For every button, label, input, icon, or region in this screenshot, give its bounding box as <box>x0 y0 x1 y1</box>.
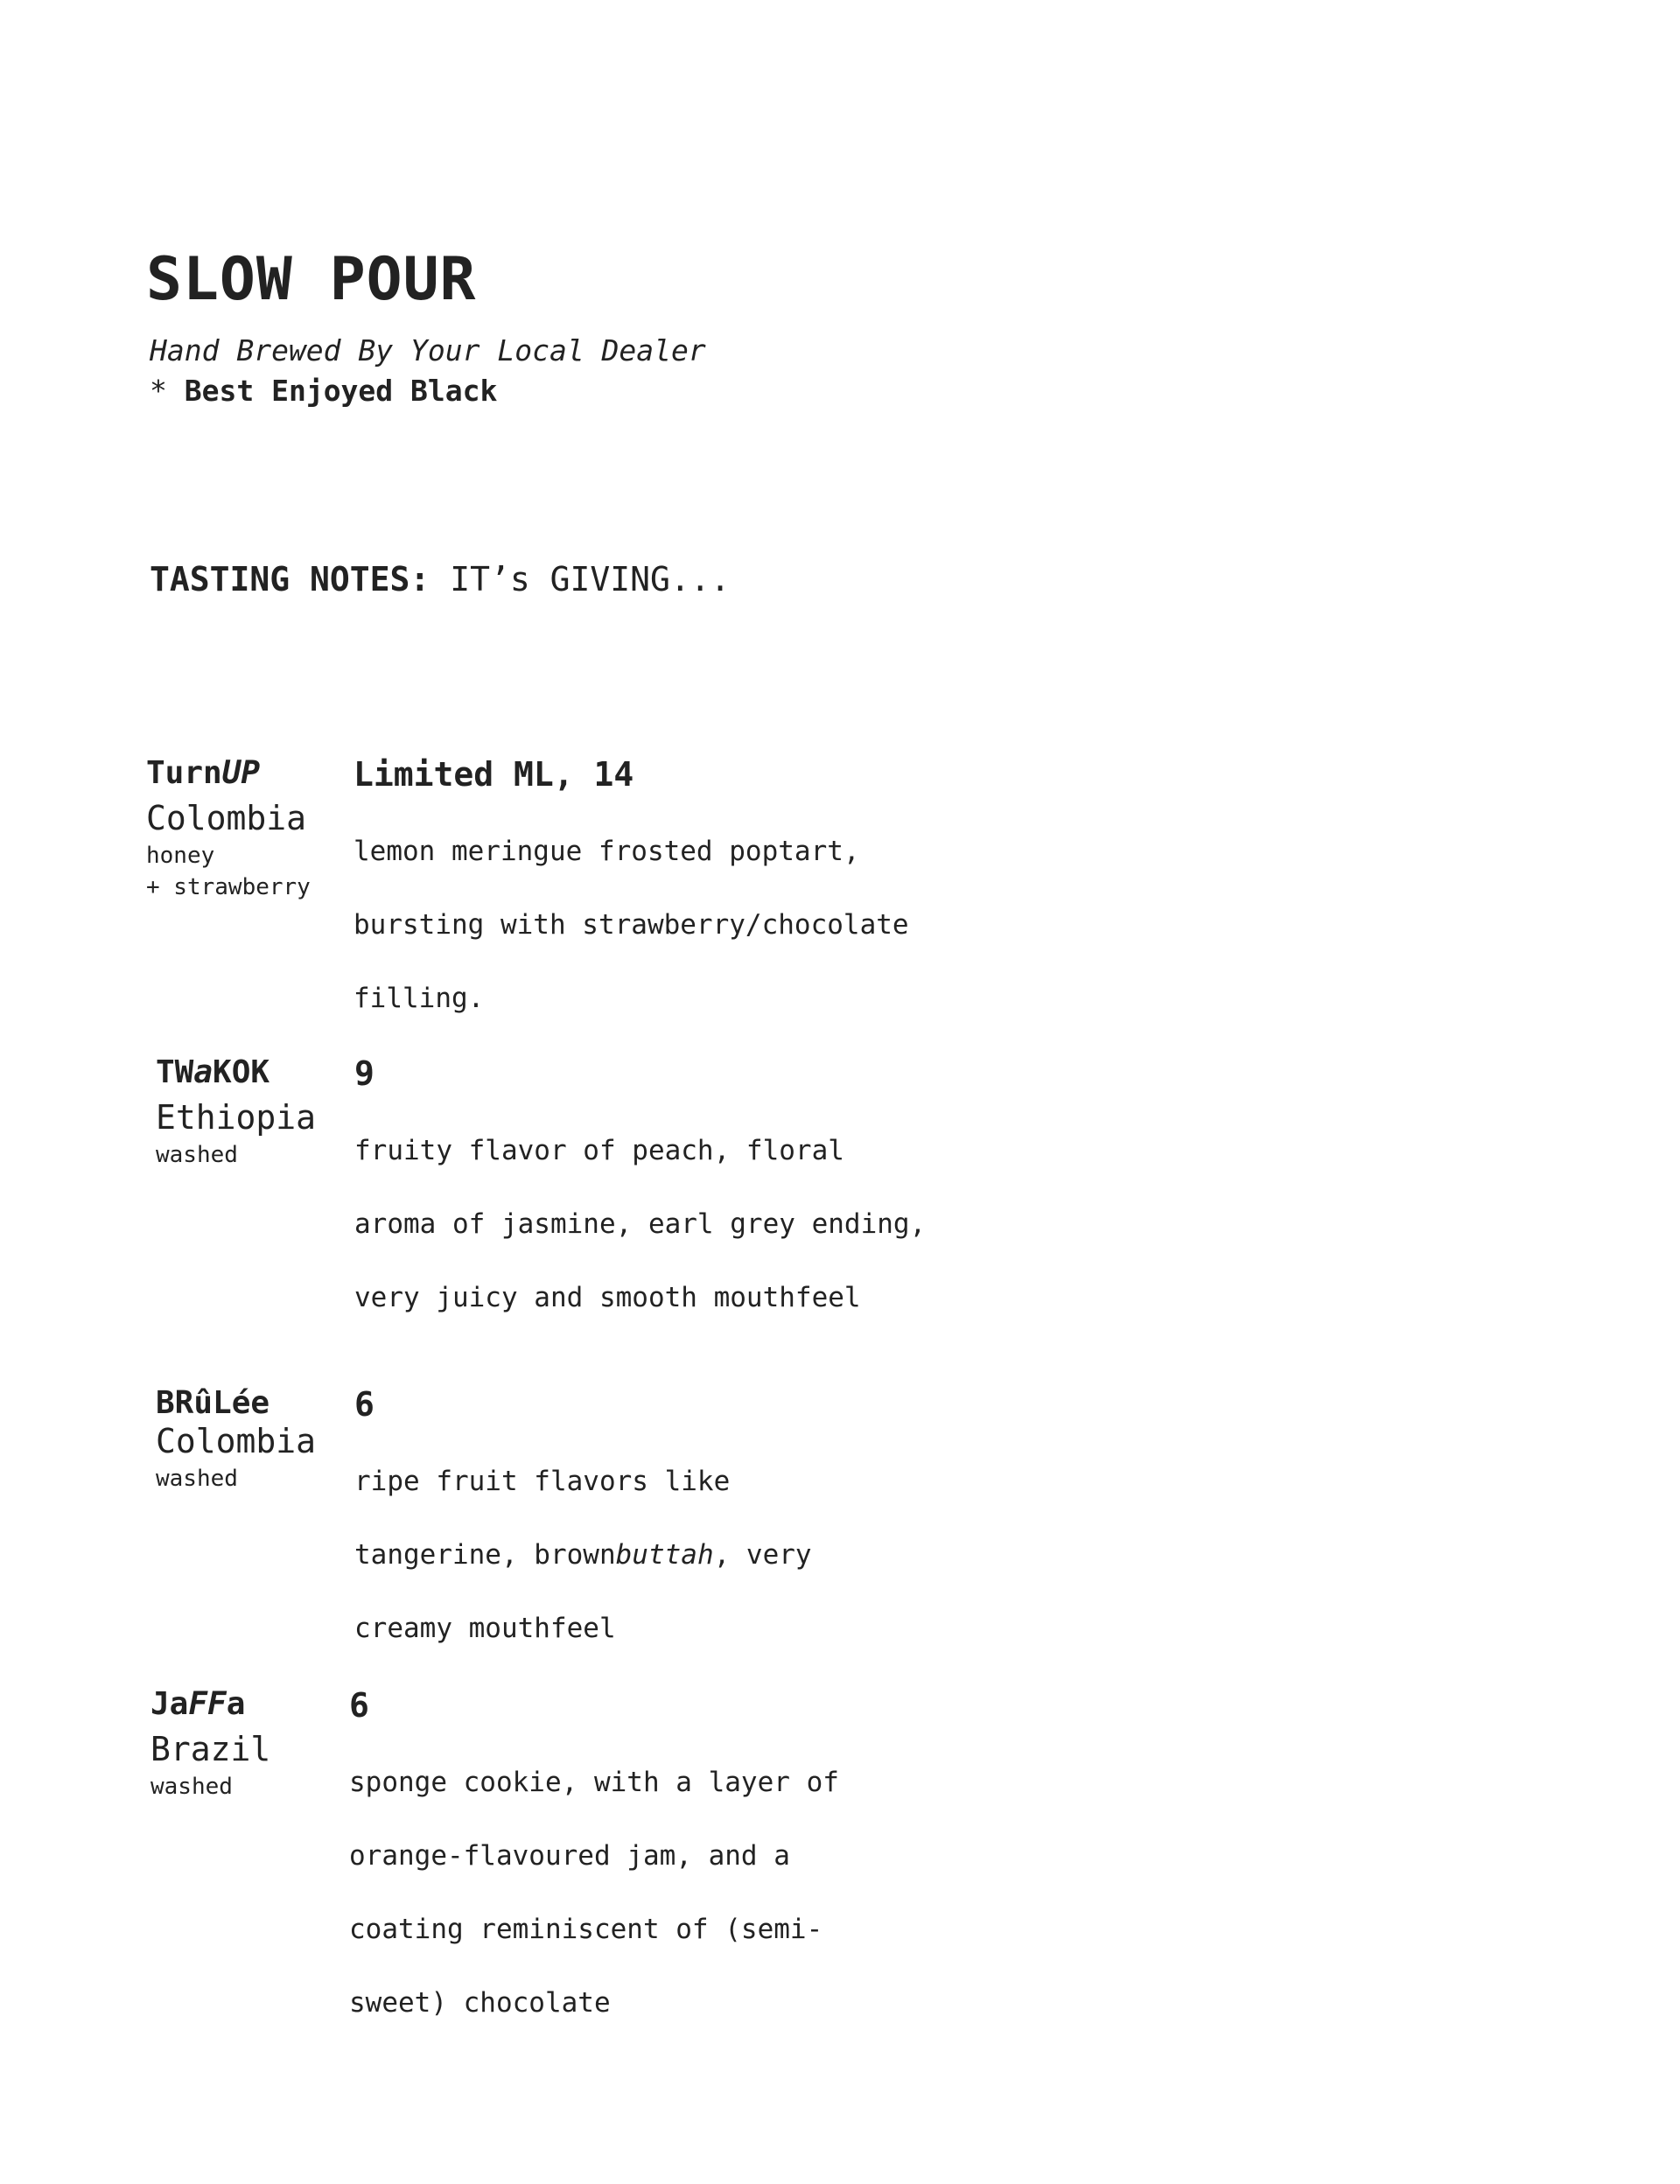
description-line: very juicy and smooth mouthfeel <box>354 1282 861 1313</box>
coffee-name-part-italic: FF <box>188 1686 227 1722</box>
process-line: + strawberry <box>146 874 311 900</box>
coffee-name-part: TW <box>156 1054 194 1090</box>
coffee-name-part: Turn <box>146 755 222 791</box>
coffee-details <box>354 1054 932 1353</box>
coffee-name-part-italic: UP <box>221 755 261 791</box>
coffee-process <box>156 1139 316 1171</box>
coffee-description <box>349 1727 927 2058</box>
description-line: coating reminiscent of (semi- <box>349 1914 823 1945</box>
description-line: bursting with strawberry/chocolate <box>354 909 909 941</box>
process-line: washed <box>156 1142 238 1168</box>
description-fragment: , very <box>713 1539 812 1571</box>
serving-note <box>150 374 498 408</box>
description-line: filling. <box>354 983 485 1014</box>
subtitle: Hand Brewed By Your Local Dealer <box>150 333 706 368</box>
tasting-notes-heading <box>150 560 731 598</box>
description-line: creamy mouthfeel <box>354 1613 616 1644</box>
process-line: washed <box>156 1466 238 1492</box>
description-line: sponge cookie, with a layer of <box>349 1767 839 1798</box>
coffee-name-part-italic: a <box>193 1054 214 1090</box>
description-line: fruity flavor of peach, floral <box>354 1135 844 1166</box>
coffee-description <box>354 796 931 1054</box>
description-line: orange-flavoured jam, and a <box>349 1840 790 1872</box>
coffee-description <box>354 1426 932 1684</box>
page-title: SLOW POUR <box>146 245 477 314</box>
process-line: honey <box>146 843 215 869</box>
coffee-origin: Colombia <box>146 799 307 837</box>
coffee-info <box>150 1686 271 1802</box>
description-fragment: tangerine, brown <box>354 1539 616 1571</box>
description-line: ripe fruit flavors like <box>354 1466 731 1497</box>
coffee-price: 9 <box>354 1054 374 1093</box>
coffee-name <box>146 755 311 791</box>
tasting-notes-label: TASTING NOTES: <box>150 560 430 598</box>
coffee-price: Limited ML, 14 <box>354 755 634 794</box>
asterisk: * <box>150 374 167 408</box>
coffee-name <box>156 1054 316 1090</box>
serving-note-text: Best Enjoyed Black <box>184 374 498 408</box>
coffee-price: 6 <box>354 1385 374 1424</box>
description-line: sweet) chocolate <box>349 1987 611 2019</box>
coffee-details <box>349 1686 927 2058</box>
coffee-name-part: a <box>226 1686 246 1722</box>
coffee-name <box>150 1686 270 1722</box>
coffee-info <box>146 755 311 903</box>
coffee-info <box>156 1385 317 1494</box>
tasting-notes-text: IT’s GIVING... <box>450 560 731 598</box>
description-fragment-italic: buttah <box>615 1539 714 1571</box>
description-line <box>354 1536 932 1573</box>
coffee-process <box>146 840 311 903</box>
coffee-description <box>354 1096 932 1353</box>
coffee-details <box>354 755 931 1054</box>
coffee-name-part: KOK <box>213 1054 270 1090</box>
coffee-process <box>156 1463 316 1494</box>
coffee-price: 6 <box>349 1686 369 1725</box>
coffee-origin: Brazil <box>150 1730 271 1768</box>
coffee-process <box>150 1771 270 1802</box>
coffee-name: BRûLée <box>156 1385 270 1421</box>
coffee-name-part: Ja <box>150 1686 189 1722</box>
coffee-origin: Colombia <box>156 1422 317 1460</box>
coffee-details <box>354 1385 932 1684</box>
coffee-info <box>156 1054 317 1171</box>
coffee-origin: Ethiopia <box>156 1098 317 1137</box>
process-line: washed <box>150 1774 233 1800</box>
description-line: lemon meringue frosted poptart, <box>354 836 860 867</box>
description-line: aroma of jasmine, earl grey ending, <box>354 1208 927 1240</box>
